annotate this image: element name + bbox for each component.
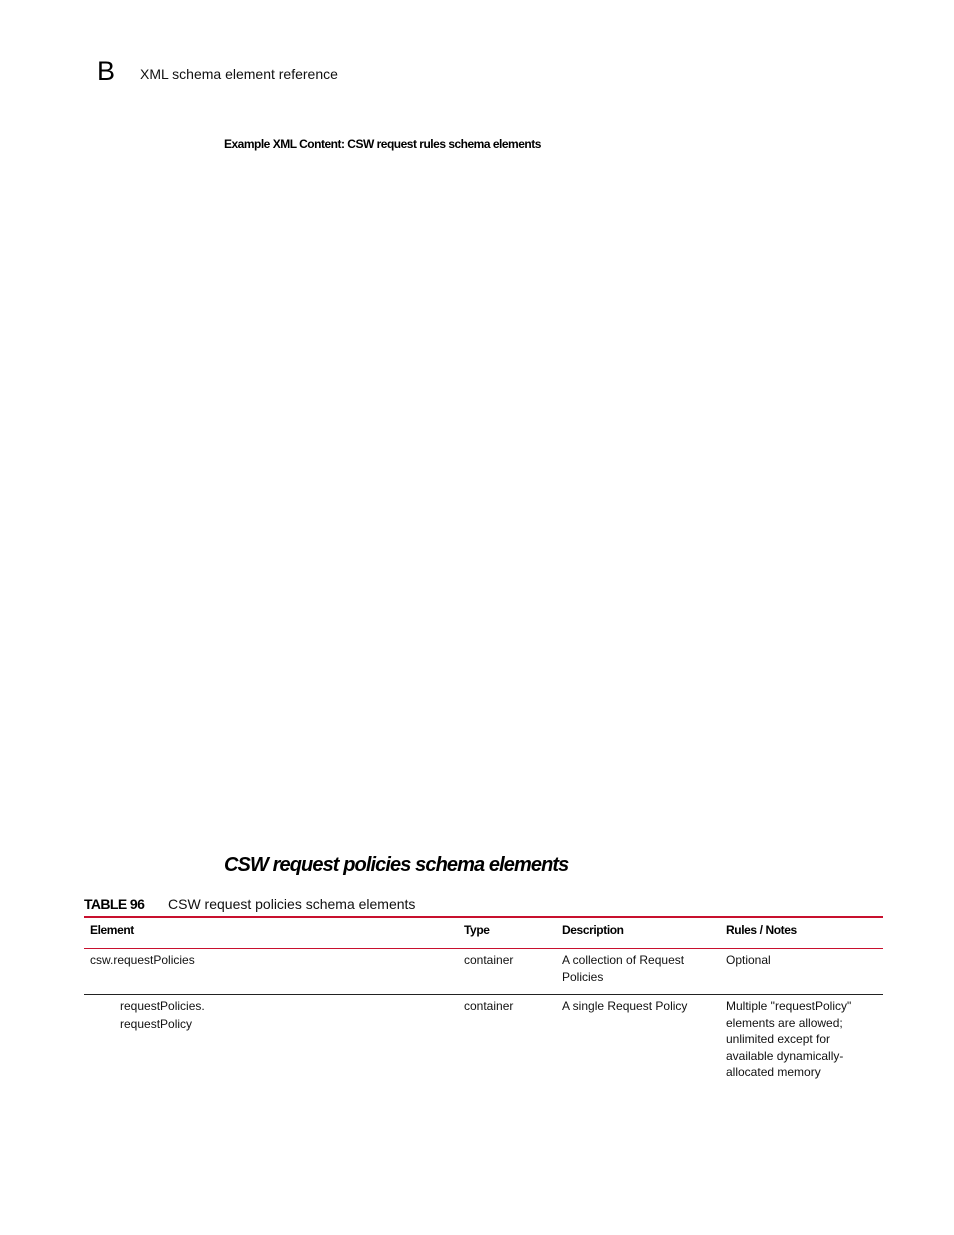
table-row — [84, 949, 883, 995]
element-name: csw.requestPolicies — [90, 953, 195, 967]
section-heading: CSW request policies schema elements — [224, 854, 569, 876]
cell-type: container — [458, 949, 556, 995]
schema-table — [84, 916, 883, 1090]
chapter-letter: B — [97, 56, 116, 86]
table-row — [84, 995, 883, 1090]
column-header-element: Element — [84, 917, 458, 949]
table-caption-label: TABLE 96 — [84, 896, 145, 912]
table-caption-title: CSW request policies schema elements — [168, 896, 416, 912]
cell-description: A collection of Request Policies — [556, 949, 720, 995]
cell-element — [84, 949, 458, 995]
chapter-title: XML schema element reference — [140, 66, 338, 82]
column-header-type: Type — [458, 917, 556, 949]
cell-element — [84, 995, 458, 1090]
table-header-row — [84, 917, 883, 949]
table-caption — [84, 895, 684, 913]
cell-rules: Multiple "requestPolicy" elements are allowed; unlimited except for available dynamically-allocated memory — [726, 999, 852, 1079]
cell-description: A single Request Policy — [562, 999, 688, 1013]
column-header-description: Description — [556, 917, 720, 949]
element-name-part: requestPolicies. — [120, 999, 205, 1013]
cell-type: container — [464, 999, 514, 1013]
example-heading: Example XML Content: CSW request rules schema elements — [224, 137, 541, 151]
element-name-part: requestPolicy — [120, 1017, 193, 1031]
cell-rules: Optional — [720, 949, 883, 995]
column-header-rules: Rules / Notes — [720, 917, 883, 949]
